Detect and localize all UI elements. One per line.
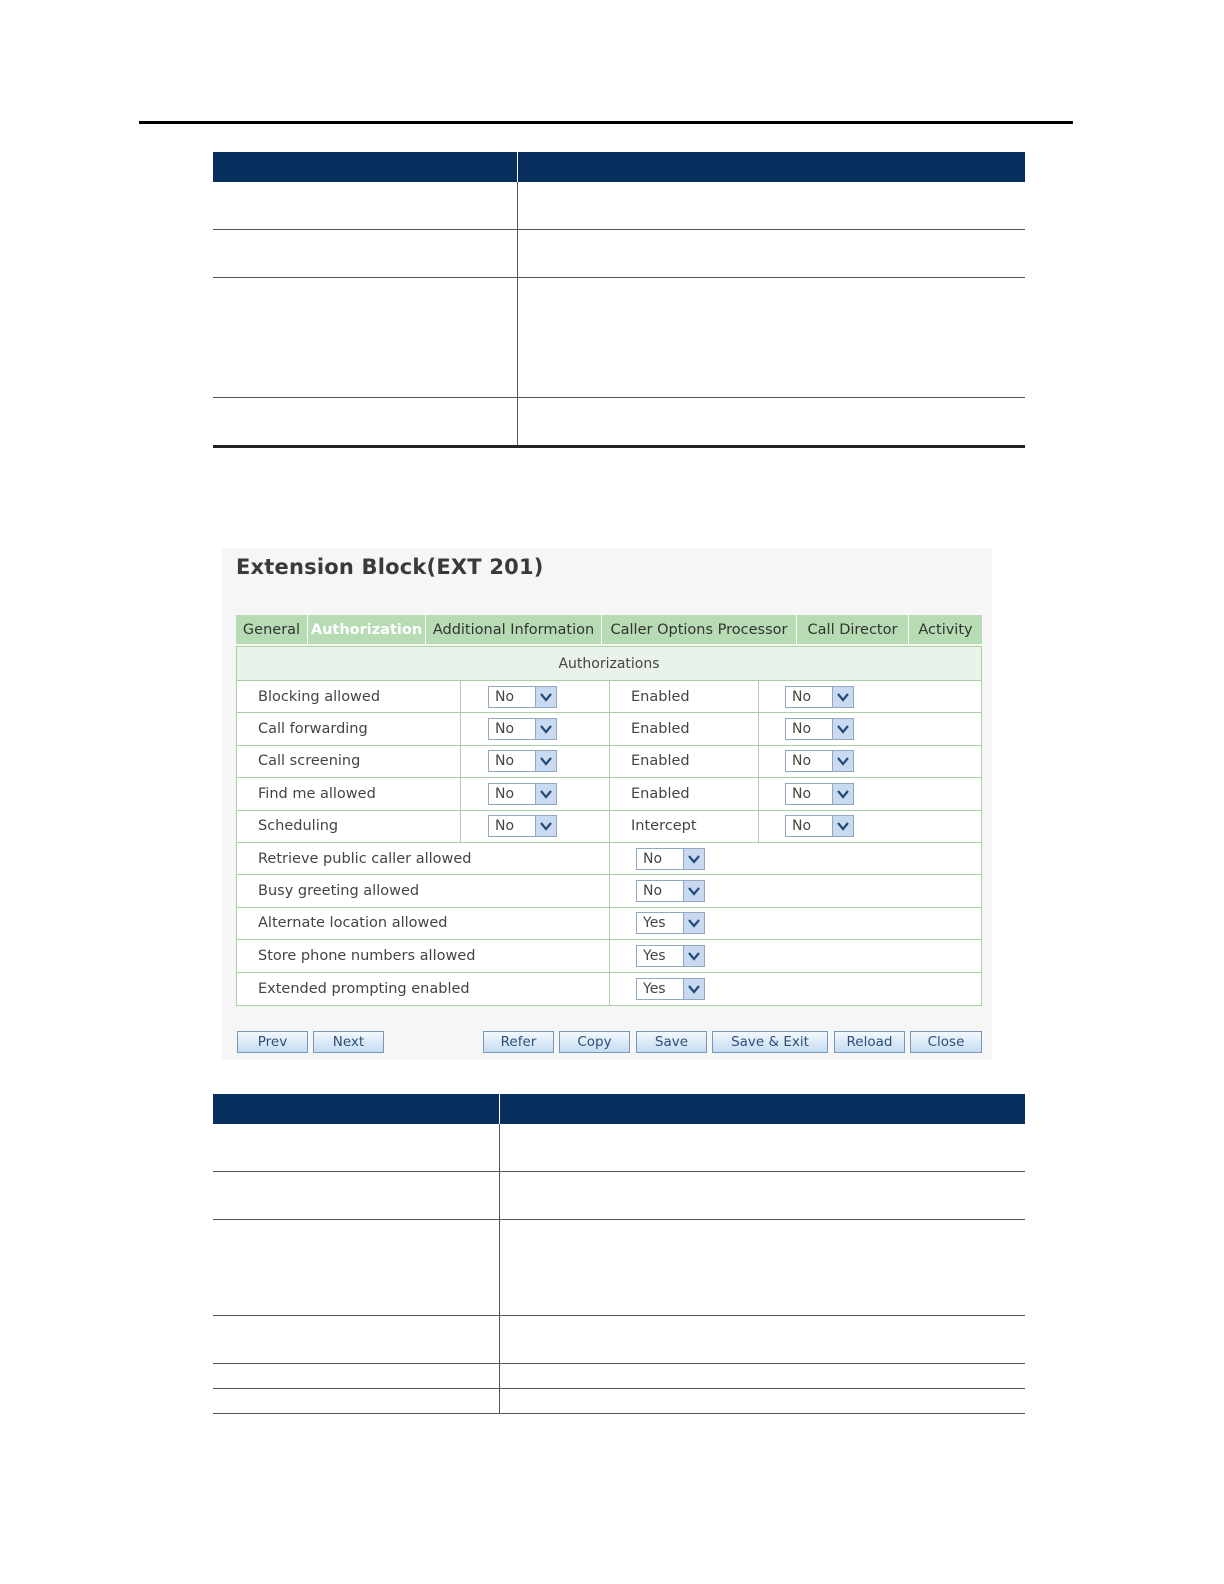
blocking-enabled-select[interactable] [785,686,854,708]
table-row [213,1124,1025,1172]
table-row [237,843,981,875]
row-label: Find me allowed [237,778,461,809]
select-value: Yes [643,980,666,997]
select-value: No [792,753,812,770]
chevron-down-icon[interactable] [683,979,704,999]
row-label: Retrieve public caller allowed [237,843,610,874]
select-value: No [792,785,812,802]
select-value: No [495,753,515,770]
table-row [213,230,1025,278]
page-header-rule [139,121,1073,124]
upper-document-table [213,152,1025,448]
row-label: Scheduling [237,811,461,842]
reload-button[interactable]: Reload [834,1031,905,1053]
row-sub-label: Enabled [610,746,759,777]
window-title: Extension Block(EXT 201) [236,555,544,579]
lower-document-table [213,1094,1025,1414]
select-value: No [643,883,663,900]
row-label: Call screening [237,746,461,777]
tab-general[interactable]: General [236,615,307,644]
chevron-down-icon[interactable] [535,784,556,804]
close-button[interactable]: Close [910,1031,982,1053]
tab-bar [236,615,982,644]
busy-greeting-select[interactable] [636,880,705,902]
table-row [237,778,981,810]
chevron-down-icon[interactable] [832,687,853,707]
row-label: Busy greeting allowed [237,875,610,906]
find-me-allowed-select[interactable] [488,783,557,805]
table-row [213,182,1025,230]
tab-caller-options-processor[interactable]: Caller Options Processor [602,615,796,644]
call-screening-enabled-select[interactable] [785,750,854,772]
select-value: No [495,785,515,802]
chevron-down-icon[interactable] [683,946,704,966]
table-row [213,1172,1025,1220]
select-value: No [495,688,515,705]
next-button[interactable]: Next [313,1031,384,1053]
save-exit-button[interactable]: Save & Exit [712,1031,828,1053]
table-row [213,398,1025,447]
intercept-select[interactable] [785,815,854,837]
table-header-row [213,1094,1025,1124]
tab-call-director[interactable]: Call Director [797,615,908,644]
chevron-down-icon[interactable] [535,719,556,739]
select-value: No [792,721,812,738]
chevron-down-icon[interactable] [832,816,853,836]
table-row [213,1364,1025,1389]
retrieve-public-caller-select[interactable] [636,848,705,870]
select-value: No [495,721,515,738]
chevron-down-icon[interactable] [683,913,704,933]
row-label: Blocking allowed [237,681,461,712]
tab-additional-information[interactable]: Additional Information [426,615,601,644]
table-row [237,875,981,907]
chevron-down-icon[interactable] [832,719,853,739]
select-value: No [792,688,812,705]
store-phone-numbers-select[interactable] [636,945,705,967]
tab-authorization[interactable]: Authorization [308,615,425,644]
table-row [237,908,981,940]
chevron-down-icon[interactable] [535,751,556,771]
row-label: Store phone numbers allowed [237,940,610,971]
table-row [237,940,981,972]
row-label: Call forwarding [237,713,461,744]
table-row [213,278,1025,398]
authorizations-grid [236,646,982,1006]
call-forwarding-enabled-select[interactable] [785,718,854,740]
chevron-down-icon[interactable] [683,881,704,901]
table-row [237,681,981,713]
row-label: Extended prompting enabled [237,973,610,1005]
select-value: Yes [643,947,666,964]
row-sub-label: Enabled [610,713,759,744]
alternate-location-select[interactable] [636,912,705,934]
copy-button[interactable]: Copy [559,1031,630,1053]
call-screening-select[interactable] [488,750,557,772]
select-value: No [792,818,812,835]
chevron-down-icon[interactable] [832,784,853,804]
select-value: No [495,818,515,835]
tab-activity[interactable]: Activity [909,615,982,644]
select-value: Yes [643,915,666,932]
chevron-down-icon[interactable] [535,816,556,836]
prev-button[interactable]: Prev [237,1031,308,1053]
blocking-allowed-select[interactable] [488,686,557,708]
table-row [213,1316,1025,1364]
chevron-down-icon[interactable] [683,849,704,869]
chevron-down-icon[interactable] [832,751,853,771]
extended-prompting-select[interactable] [636,978,705,1000]
table-row [213,1220,1025,1316]
table-row [213,1389,1025,1414]
save-button[interactable]: Save [636,1031,707,1053]
row-sub-label: Enabled [610,681,759,712]
find-me-enabled-select[interactable] [785,783,854,805]
table-row [237,811,981,843]
row-sub-label: Enabled [610,778,759,809]
row-label: Alternate location allowed [237,908,610,939]
section-header: Authorizations [237,647,981,681]
table-row [237,746,981,778]
table-row [237,973,981,1005]
table-row [237,713,981,745]
row-sub-label: Intercept [610,811,759,842]
table-header-row [213,152,1025,182]
chevron-down-icon[interactable] [535,687,556,707]
scheduling-select[interactable] [488,815,557,837]
refer-button[interactable]: Refer [483,1031,554,1053]
select-value: No [643,850,663,867]
call-forwarding-select[interactable] [488,718,557,740]
